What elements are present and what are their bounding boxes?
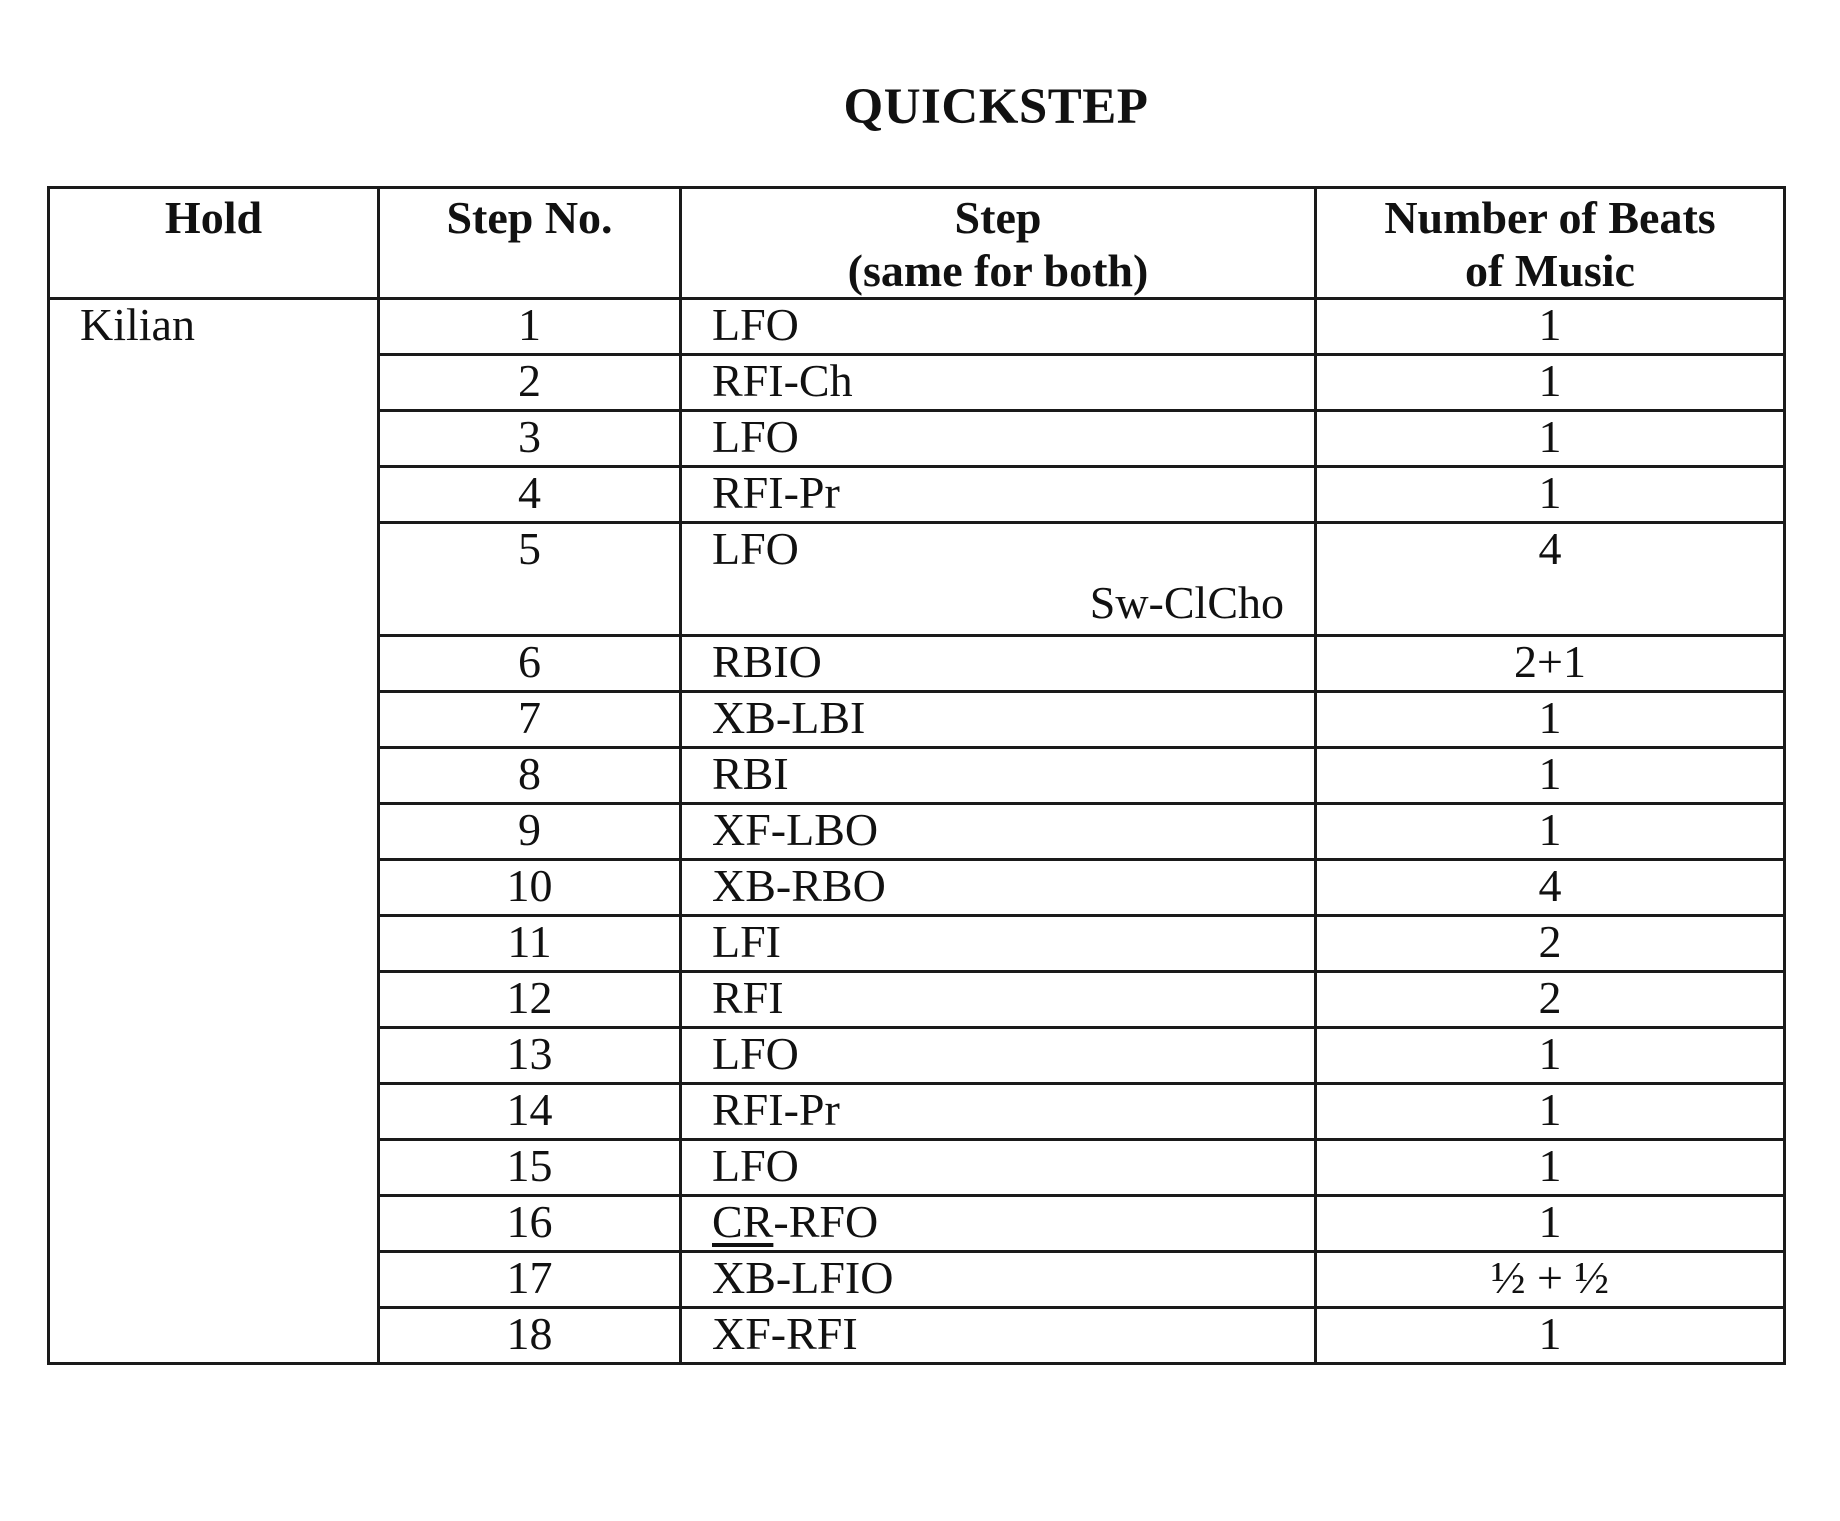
header-step-line2: (same for both) xyxy=(847,245,1149,296)
step-name: LFO xyxy=(681,1028,1316,1084)
step-name: RFI-Ch xyxy=(681,355,1316,411)
beats-value: 1 xyxy=(1316,1028,1785,1084)
beats-value: 1 xyxy=(1316,411,1785,467)
beats-value: 4 xyxy=(1316,860,1785,916)
step-name-main: LFO xyxy=(712,523,799,574)
step-name: XB-LBI xyxy=(681,692,1316,748)
step-number: 6 xyxy=(379,636,681,692)
beats-value: 1 xyxy=(1316,1140,1785,1196)
step-name: RFI-Pr xyxy=(681,1084,1316,1140)
step-name-underlined: CR xyxy=(712,1196,774,1247)
header-beats xyxy=(1316,188,1785,299)
beats-value: 2 xyxy=(1316,972,1785,1028)
beats-value: 2+1 xyxy=(1316,636,1785,692)
step-number: 5 xyxy=(379,523,681,636)
step-name xyxy=(681,523,1316,636)
header-beats-line2: of Music xyxy=(1465,245,1635,296)
beats-value: 1 xyxy=(1316,692,1785,748)
step-name: XB-LFIO xyxy=(681,1252,1316,1308)
step-name: RFI xyxy=(681,972,1316,1028)
step-name: LFO xyxy=(681,411,1316,467)
step-number: 2 xyxy=(379,355,681,411)
beats-value: 1 xyxy=(1316,1084,1785,1140)
step-number: 3 xyxy=(379,411,681,467)
beats-value: ½ + ½ xyxy=(1316,1252,1785,1308)
step-name: RBIO xyxy=(681,636,1316,692)
step-number: 17 xyxy=(379,1252,681,1308)
beats-value: 1 xyxy=(1316,1308,1785,1364)
step-name: RBI xyxy=(681,748,1316,804)
beats-value: 1 xyxy=(1316,804,1785,860)
table-row xyxy=(49,299,1785,355)
step-number: 9 xyxy=(379,804,681,860)
step-number: 1 xyxy=(379,299,681,355)
hold-cell: Kilian xyxy=(49,299,379,1364)
step-number: 15 xyxy=(379,1140,681,1196)
beats-value: 1 xyxy=(1316,467,1785,523)
step-name: XB-RBO xyxy=(681,860,1316,916)
header-beats-line1: Number of Beats xyxy=(1384,192,1716,243)
step-name: XF-LBO xyxy=(681,804,1316,860)
beats-value: 1 xyxy=(1316,748,1785,804)
header-step xyxy=(681,188,1316,299)
step-number: 18 xyxy=(379,1308,681,1364)
beats-value: 1 xyxy=(1316,1196,1785,1252)
step-number: 14 xyxy=(379,1084,681,1140)
step-name: XF-RFI xyxy=(681,1308,1316,1364)
step-name: LFO xyxy=(681,1140,1316,1196)
step-number: 11 xyxy=(379,916,681,972)
step-number: 12 xyxy=(379,972,681,1028)
step-name: LFI xyxy=(681,916,1316,972)
step-name-extra: Sw-ClCho xyxy=(1089,577,1284,628)
header-step-line1: Step xyxy=(954,192,1042,243)
quickstep-table xyxy=(47,186,1786,1365)
beats-value: 4 xyxy=(1316,523,1785,636)
step-number: 13 xyxy=(379,1028,681,1084)
step-number: 16 xyxy=(379,1196,681,1252)
step-number: 8 xyxy=(379,748,681,804)
header-step-no: Step No. xyxy=(379,188,681,299)
beats-value: 1 xyxy=(1316,355,1785,411)
step-name-suffix: -RFO xyxy=(773,1196,879,1247)
header-hold: Hold xyxy=(49,188,379,299)
beats-value: 2 xyxy=(1316,916,1785,972)
step-name: LFO xyxy=(681,299,1316,355)
step-number: 7 xyxy=(379,692,681,748)
step-number: 4 xyxy=(379,467,681,523)
header-row xyxy=(49,188,1785,299)
step-name xyxy=(681,1196,1316,1252)
step-name: RFI-Pr xyxy=(681,467,1316,523)
page-title: QUICKSTEP xyxy=(843,79,1149,135)
beats-value: 1 xyxy=(1316,299,1785,355)
step-number: 10 xyxy=(379,860,681,916)
